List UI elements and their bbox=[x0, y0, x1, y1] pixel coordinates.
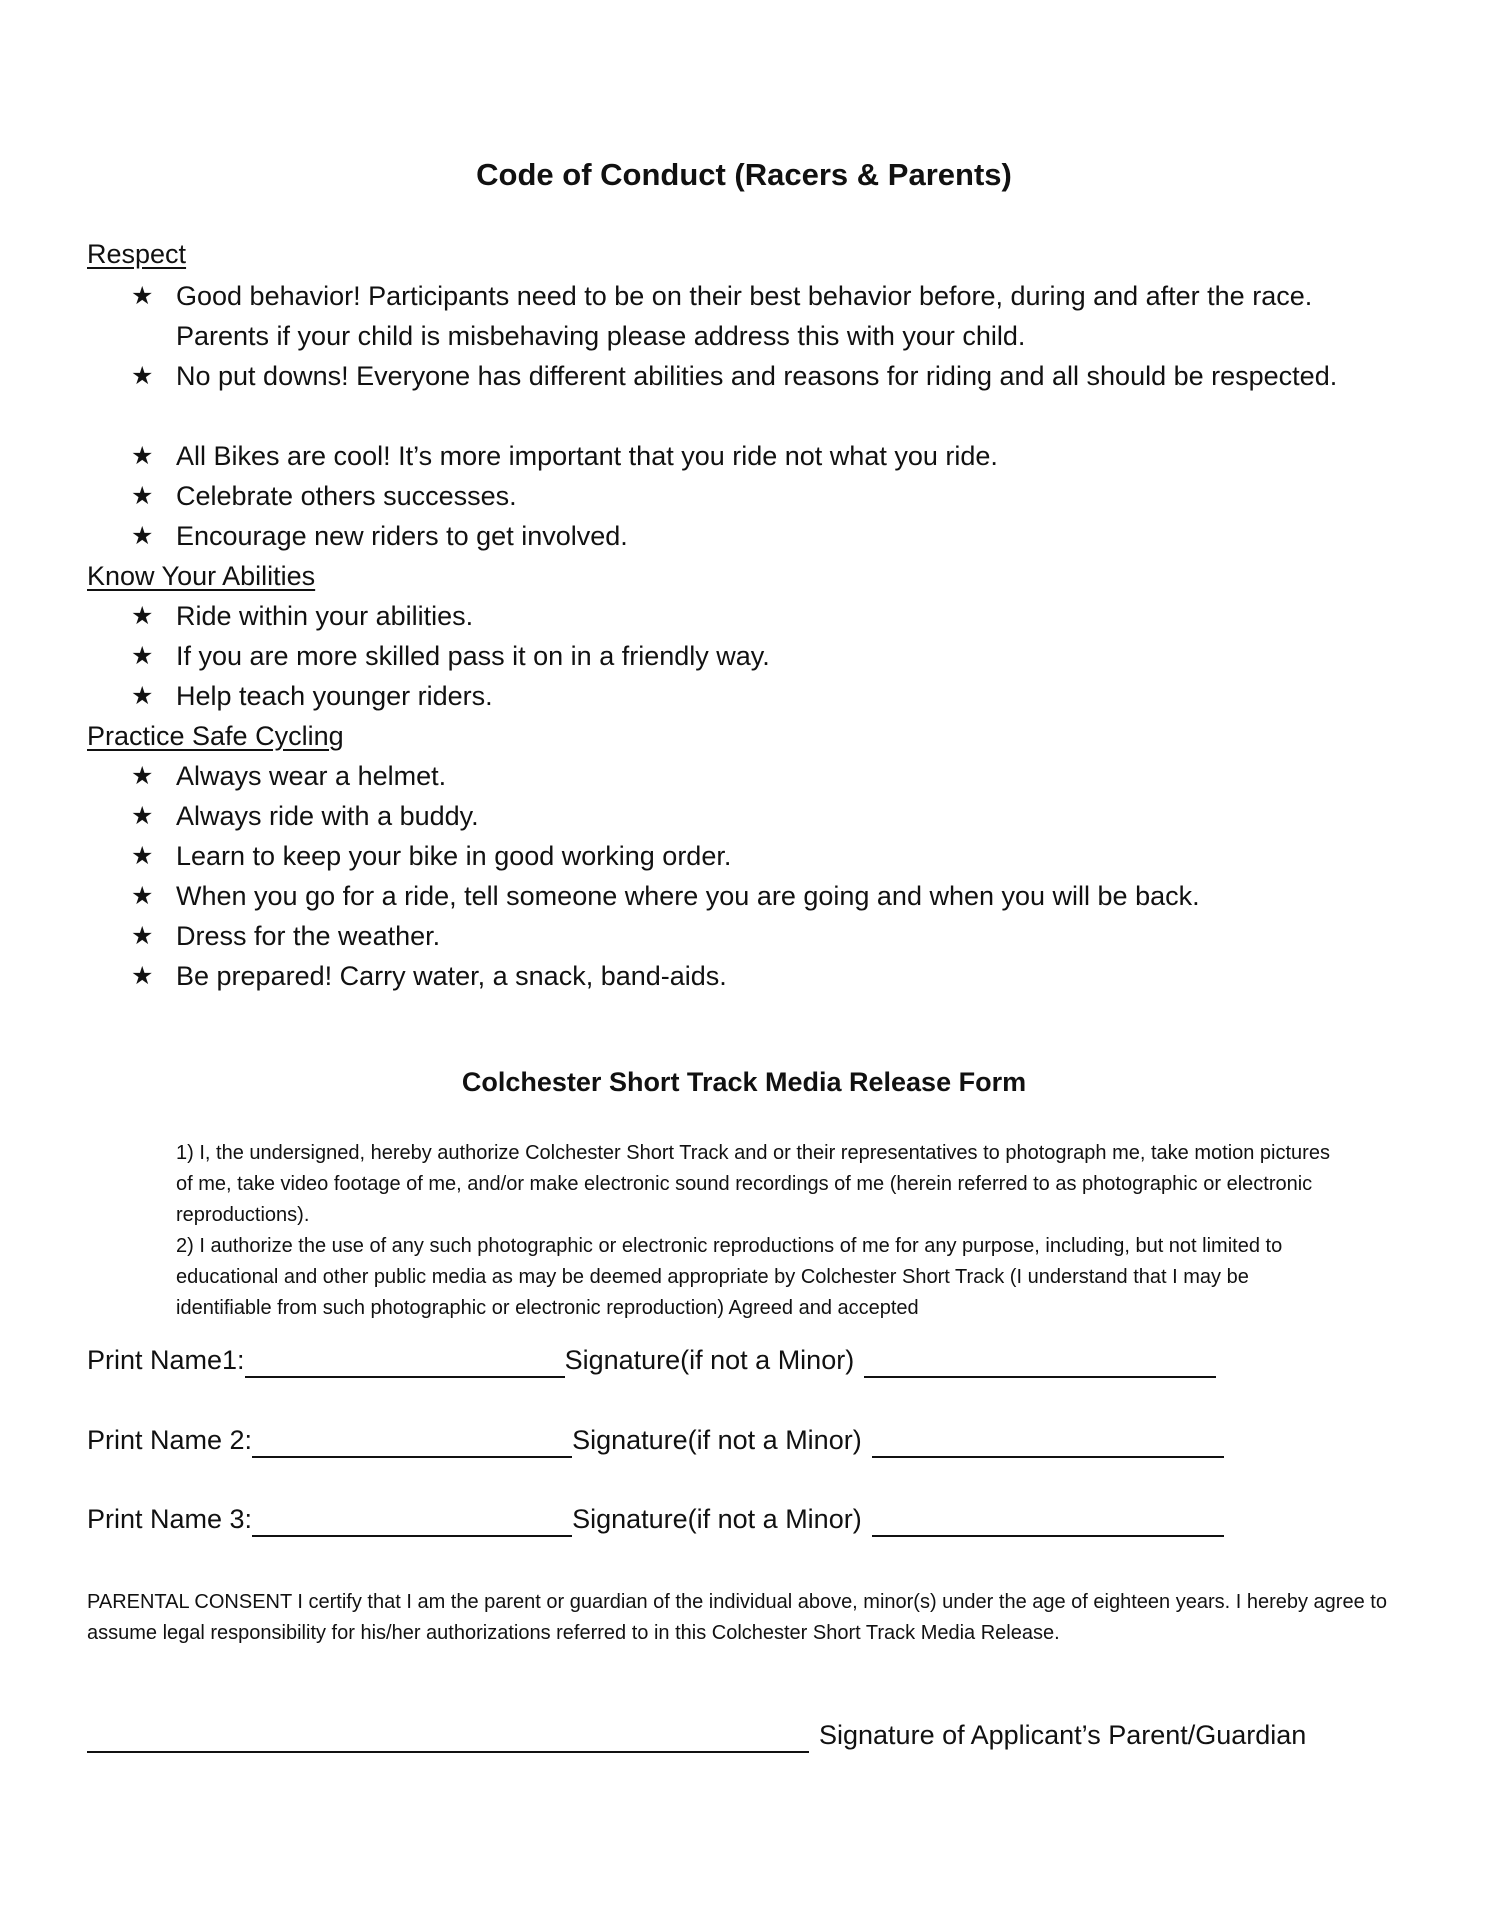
list-item bbox=[131, 356, 1391, 396]
signature-2-field[interactable] bbox=[872, 1426, 1224, 1458]
list-item bbox=[131, 876, 1391, 916]
section-heading-know-your-abilities: Know Your Abilities bbox=[87, 561, 316, 591]
guardian-signature-field[interactable] bbox=[87, 1721, 809, 1753]
list-item-text: Help teach younger riders. bbox=[176, 681, 493, 711]
list-item bbox=[131, 676, 1391, 716]
star-bullet-icon: ★ bbox=[131, 281, 154, 310]
list-item-text: When you go for a ride, tell someone where you are going and when you will be back. bbox=[176, 881, 1200, 911]
list-item bbox=[131, 276, 1391, 356]
star-bullet-icon: ★ bbox=[131, 841, 154, 870]
list-item bbox=[131, 516, 1391, 556]
parental-consent-text: PARENTAL CONSENT I certify that I am the parent or guardian of the individual above, minor(s) under the age of eighteen years. I hereby agree to assume legal responsibility for his/her authorizations referred to in this Colchester Short Track Media Release. bbox=[87, 1591, 1387, 1644]
signature-row-3 bbox=[87, 1501, 1224, 1537]
list-item-text: Be prepared! Carry water, a snack, band-aids. bbox=[176, 961, 727, 991]
section-heading-practice-safe-cycling: Practice Safe Cycling bbox=[87, 721, 344, 751]
star-bullet-icon: ★ bbox=[131, 601, 154, 630]
print-name-label: Print Name1: bbox=[87, 1345, 245, 1375]
list-item bbox=[131, 756, 1391, 796]
star-bullet-icon: ★ bbox=[131, 521, 154, 550]
star-bullet-icon: ★ bbox=[131, 481, 154, 510]
page-title: Code of Conduct (Racers & Parents) bbox=[476, 157, 1012, 192]
signature-label: Signature(if not a Minor) bbox=[564, 1345, 855, 1375]
list-item-text: Celebrate others successes. bbox=[176, 481, 517, 511]
list-item bbox=[131, 636, 1391, 676]
print-name-label: Print Name 3: bbox=[87, 1504, 253, 1534]
list-item-text: Learn to keep your bike in good working order. bbox=[176, 841, 732, 871]
signature-3-field[interactable] bbox=[872, 1505, 1224, 1537]
print-name-1-field[interactable] bbox=[245, 1346, 565, 1378]
star-bullet-icon: ★ bbox=[131, 641, 154, 670]
list-item-text: Always ride with a buddy. bbox=[176, 801, 479, 831]
signature-1-field[interactable] bbox=[864, 1346, 1216, 1378]
list-item bbox=[131, 596, 1391, 636]
print-name-3-field[interactable] bbox=[252, 1505, 572, 1537]
print-name-label: Print Name 2: bbox=[87, 1425, 253, 1455]
star-bullet-icon: ★ bbox=[131, 361, 154, 390]
list-item bbox=[131, 836, 1391, 876]
star-bullet-icon: ★ bbox=[131, 441, 154, 470]
list-item-text: Ride within your abilities. bbox=[176, 601, 474, 631]
signature-label: Signature(if not a Minor) bbox=[572, 1504, 862, 1534]
guardian-signature-row bbox=[87, 1717, 1306, 1753]
star-bullet-icon: ★ bbox=[131, 961, 154, 990]
guardian-signature-label: Signature of Applicant’s Parent/Guardian bbox=[819, 1720, 1307, 1750]
list-item-text: If you are more skilled pass it on in a friendly way. bbox=[176, 641, 770, 671]
print-name-2-field[interactable] bbox=[252, 1426, 572, 1458]
section-heading-respect: Respect bbox=[87, 239, 187, 269]
list-item-text: No put downs! Everyone has different abilities and reasons for riding and all should be respected. bbox=[176, 361, 1338, 391]
star-bullet-icon: ★ bbox=[131, 761, 154, 790]
signature-row-1 bbox=[87, 1342, 1216, 1378]
list-item-text: Good behavior! Participants need to be on their best behavior before, during and after the race. Parents if your child is misbehaving please address this with your child. bbox=[176, 281, 1313, 351]
list-item bbox=[131, 796, 1391, 836]
star-bullet-icon: ★ bbox=[131, 921, 154, 950]
list-item bbox=[131, 476, 1391, 516]
star-bullet-icon: ★ bbox=[131, 881, 154, 910]
list-item-text: Always wear a helmet. bbox=[176, 761, 447, 791]
list-item bbox=[131, 916, 1391, 956]
list-item bbox=[131, 956, 1391, 996]
release-paragraph-2: 2) I authorize the use of any such photographic or electronic reproductions of me for any purpose, including, but not limited to educational and other public media as may be deemed appropriate by Colchester Short Track (I understand that I may be identifiable from such photographic or electronic reproduction) Agreed and accepted bbox=[176, 1235, 1283, 1319]
release-paragraph-1: 1) I, the undersigned, hereby authorize Colchester Short Track and or their representatives to photograph me, take motion pictures of me, take video footage of me, and/or make electronic sound recordings of me (herein referred to as photographic or electronic reproductions). bbox=[176, 1142, 1330, 1226]
signature-row-2 bbox=[87, 1422, 1224, 1458]
list-item bbox=[131, 436, 1391, 476]
star-bullet-icon: ★ bbox=[131, 801, 154, 830]
list-item-text: All Bikes are cool! It’s more important that you ride not what you ride. bbox=[176, 441, 998, 471]
media-release-body bbox=[176, 1138, 1346, 1324]
media-release-title: Colchester Short Track Media Release Form bbox=[461, 1067, 1027, 1097]
list-item-text: Encourage new riders to get involved. bbox=[176, 521, 628, 551]
signature-label: Signature(if not a Minor) bbox=[572, 1425, 862, 1455]
star-bullet-icon: ★ bbox=[131, 681, 154, 710]
list-item-text: Dress for the weather. bbox=[176, 921, 441, 951]
